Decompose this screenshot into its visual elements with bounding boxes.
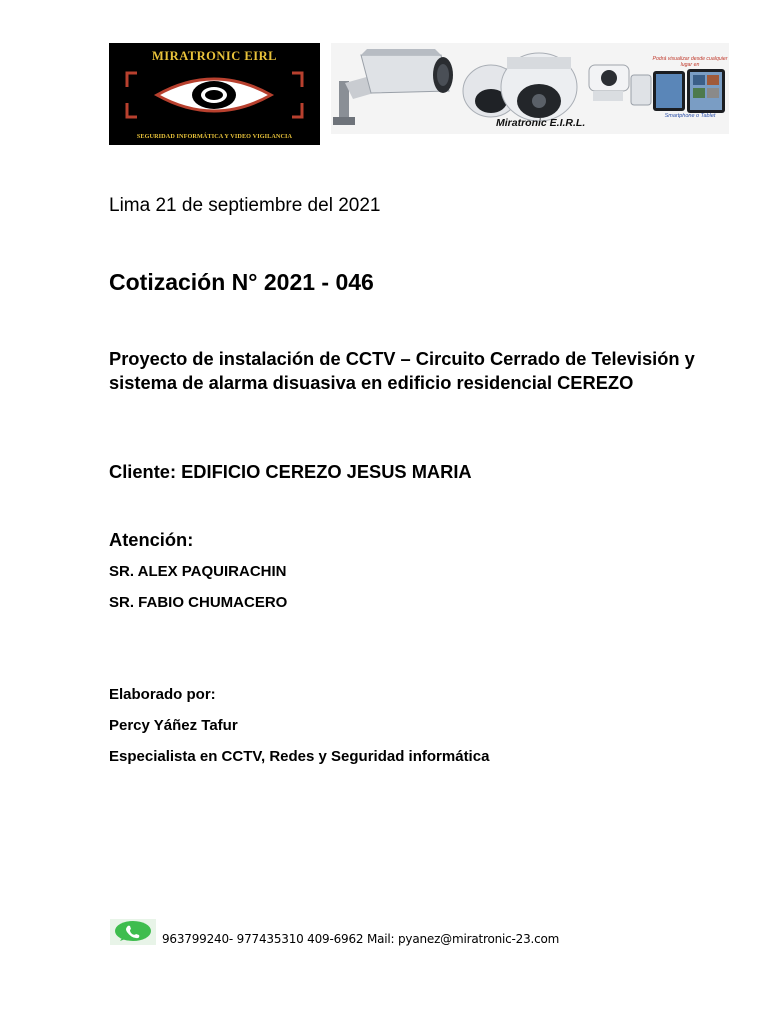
whatsapp-icon — [110, 919, 156, 945]
quote-title: Cotización N° 2021 - 046 — [109, 269, 374, 295]
project-description: Proyecto de instalación de CCTV – Circuito Cerrado de Televisión y sistema de alarma disuasiva en edificio residencial CEREZO — [109, 348, 695, 393]
cctv-banner — [331, 43, 729, 134]
banner-tagline-bottom: Smartphone o Tablet — [664, 113, 716, 119]
eye-icon — [109, 43, 320, 145]
logo-tagline: SEGURIDAD INFORMÁTICA Y VIDEO VIGILANCIA — [136, 133, 293, 140]
smartphone-tablet-icon — [653, 69, 725, 113]
footer-contact: 963799240- 977435310 409-6962 Mail: pyanez@miratronic-23.com — [162, 932, 560, 946]
small-camera-icon — [589, 65, 651, 105]
attention-person: SR. FABIO CHUMACERO — [109, 594, 288, 611]
logo-company-name: MIRATRONIC EIRL — [152, 49, 277, 63]
company-logo — [109, 43, 320, 145]
author-name: Percy Yáñez Tafur — [109, 717, 238, 734]
prepared-by-label: Elaborado por: — [109, 686, 216, 703]
client-line: Cliente: EDIFICIO CEREZO JESUS MARIA — [109, 461, 472, 482]
bullet-camera-icon — [333, 49, 453, 125]
banner-tagline-top: Podrá visualizar desde cualquier lugar en — [652, 56, 728, 69]
document-date: Lima 21 de septiembre del 2021 — [109, 195, 381, 216]
attention-label: Atención: — [109, 529, 194, 550]
banner-brand: Miratronic E.I.R.L. — [496, 117, 586, 129]
author-role: Especialista en CCTV, Redes y Seguridad informática — [109, 748, 490, 765]
attention-person: SR. ALEX PAQUIRACHIN — [109, 563, 287, 580]
dome-camera-icon — [463, 53, 577, 121]
